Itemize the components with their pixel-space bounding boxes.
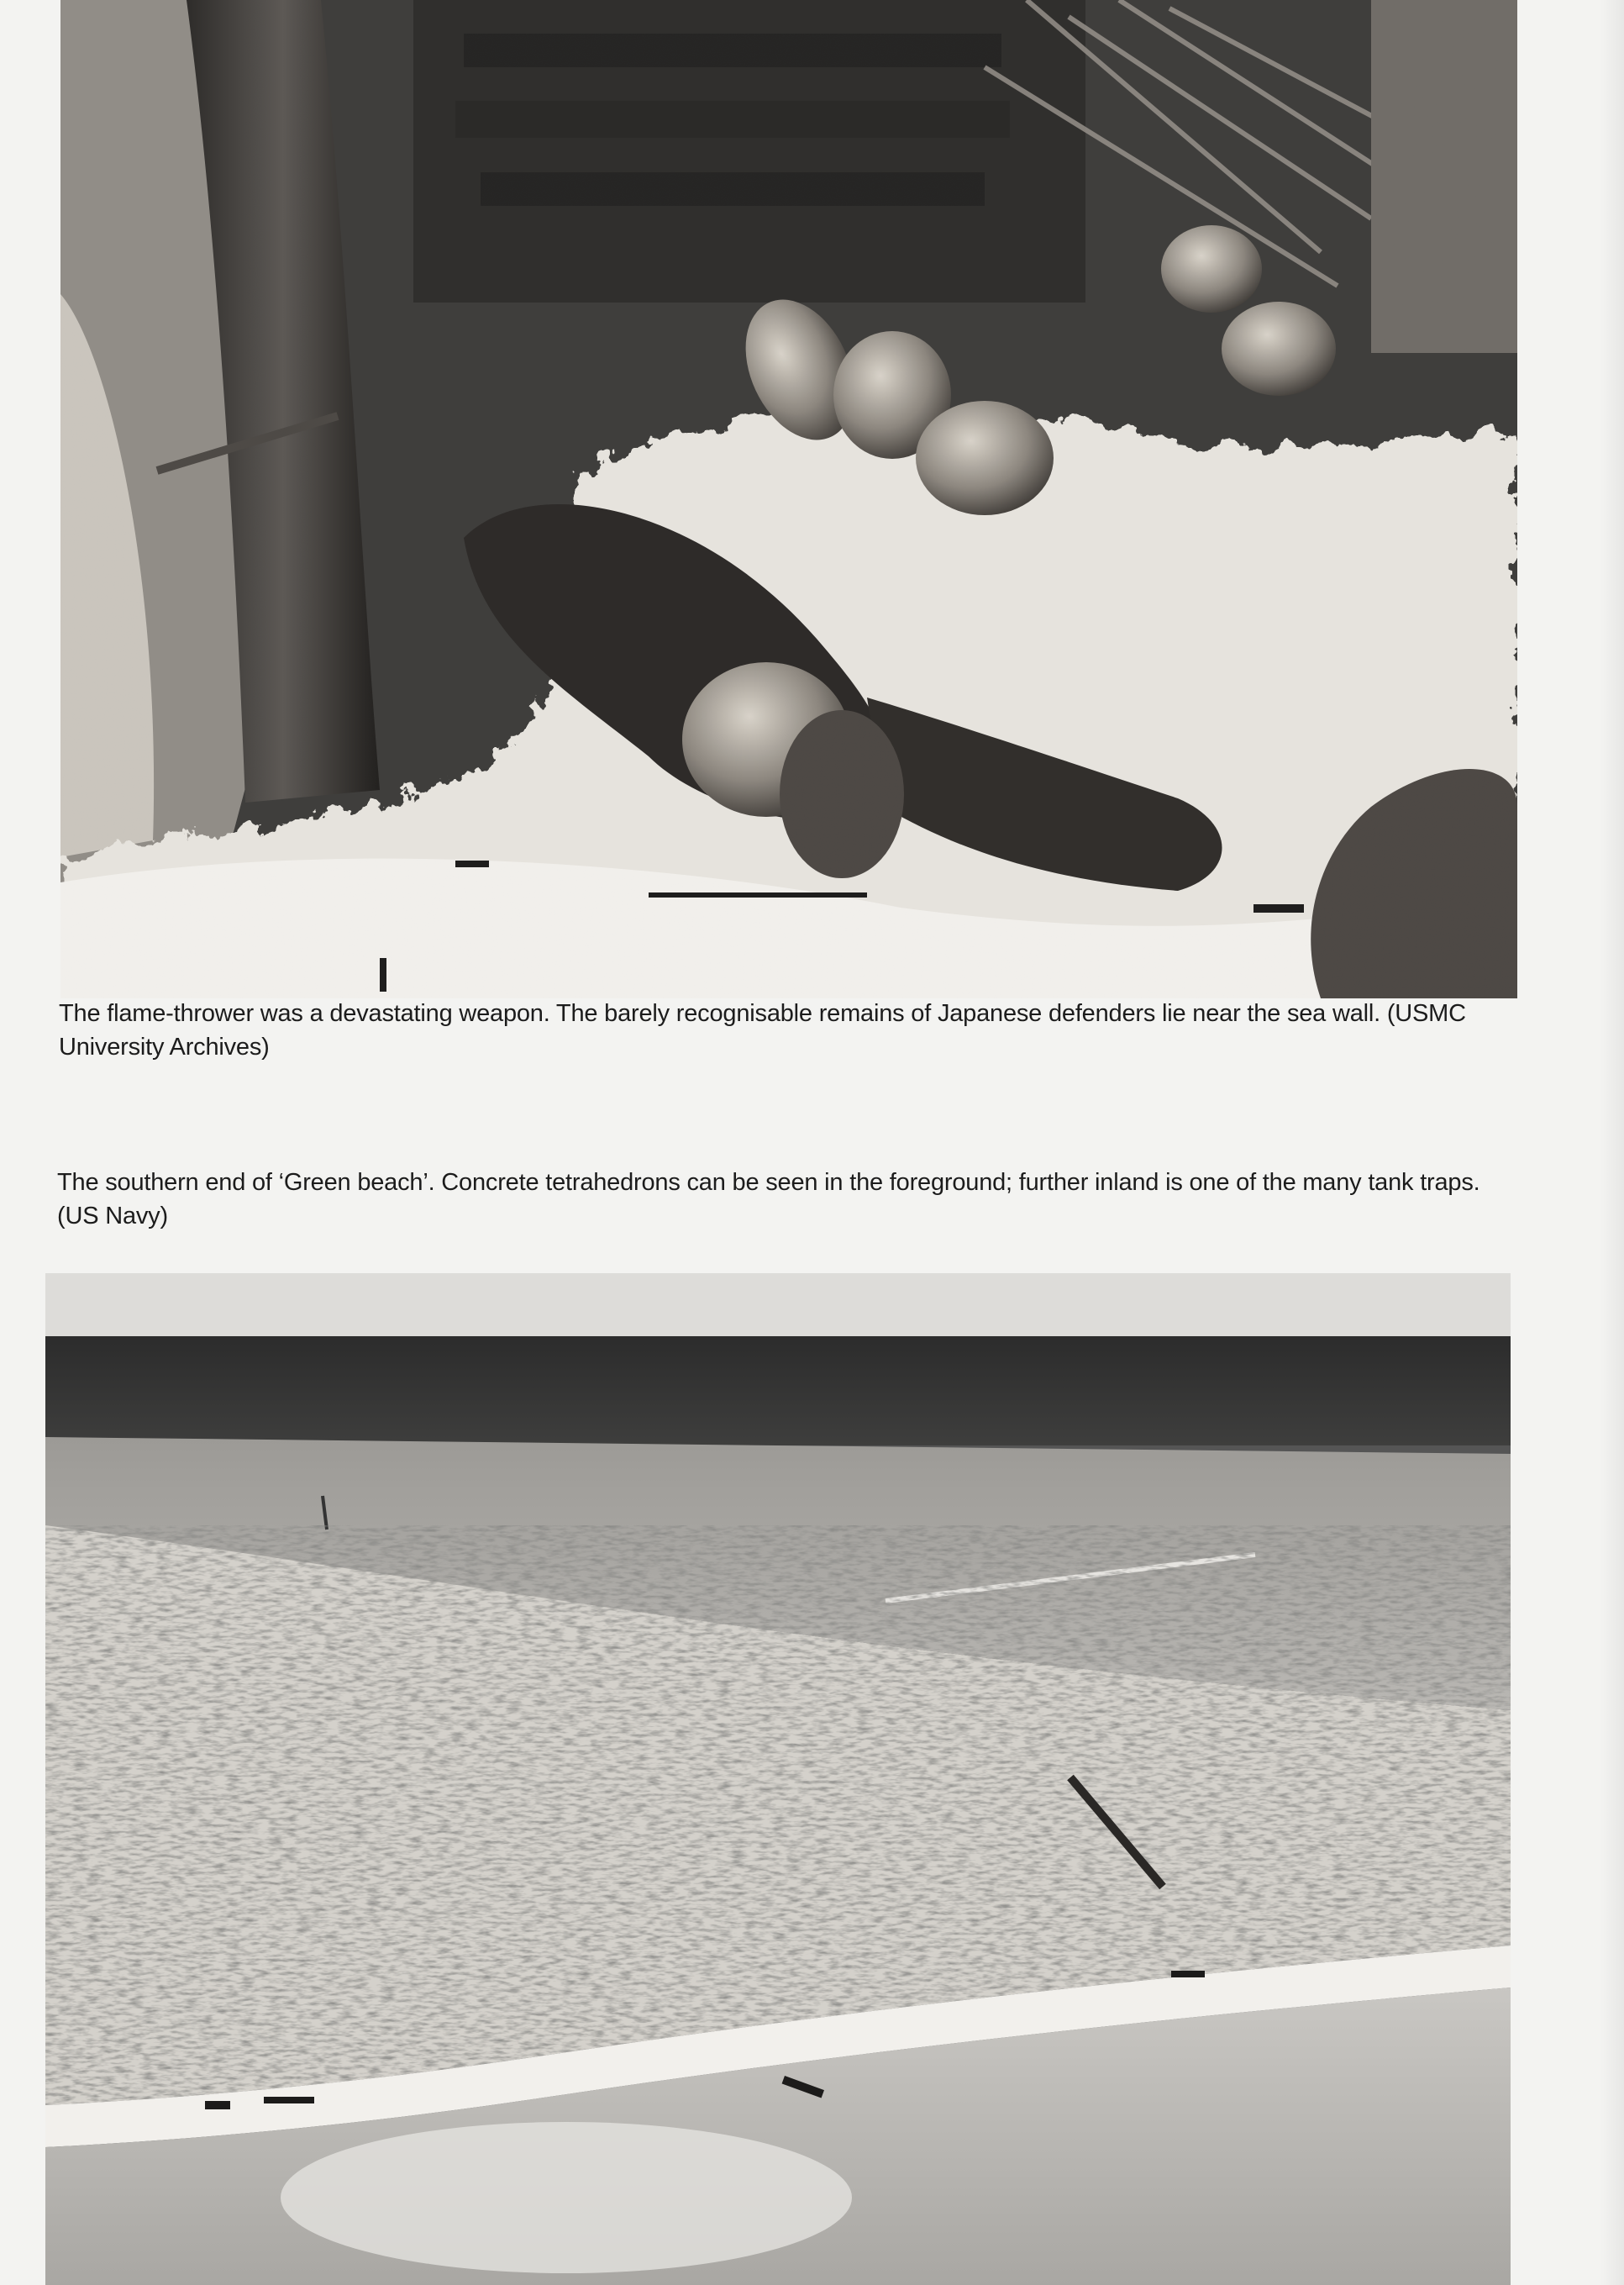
photo-green-beach-image xyxy=(45,1273,1511,2285)
photo-flame-thrower-image xyxy=(60,0,1517,998)
photo-green-beach-aerial xyxy=(45,1273,1511,2285)
caption-flame-thrower: The flame-thrower was a devastating weapon. The barely recognisable remains of Japanese defenders lie near the sea wall. (USMC University Archives) xyxy=(59,1000,1466,1061)
photo-flame-thrower-remains xyxy=(60,0,1517,998)
caption-green-beach: The southern end of ‘Green beach’. Concrete tetrahedrons can be seen in the foreground; further inland is one of the many tank traps. (US Navy) xyxy=(57,1169,1480,1229)
page-edge xyxy=(1600,0,1624,2285)
